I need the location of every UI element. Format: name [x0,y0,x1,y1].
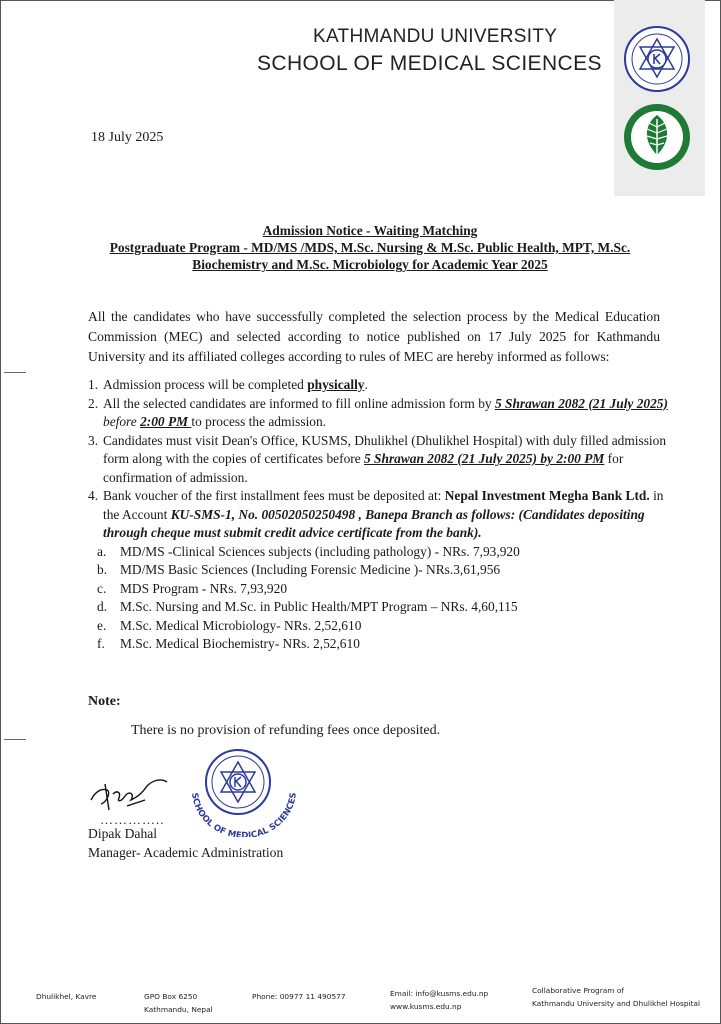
footer-address [144,990,213,1016]
fee-letter: d. [97,599,108,614]
fee-letter: f. [97,636,105,651]
signatory-role: Manager- Academic Administration [88,845,284,860]
kathmandu-university-seal-icon [623,25,691,98]
fee-text: MD/MS Basic Sciences (Including Forensic Medicine )- NRs.3,61,956 [120,562,501,577]
note-label: Note: [88,694,121,709]
list-item [88,376,668,395]
fee-letter: b. [97,562,108,577]
title-line-3: Biochemistry and M.Sc. Microbiology for Academic Year 2025 [192,257,548,272]
footer-phone: Phone: 00977 11 490577 [252,992,346,1001]
school-name: SCHOOL OF MEDICAL SCIENCES [257,52,602,75]
fee-item [88,635,668,654]
fee-item [88,580,668,599]
item-text: before [103,414,141,429]
item-text: for confirmation of admission. [103,451,624,485]
footer-city: Kathmandu, Nepal [144,1005,213,1014]
item-emphasis: 5 Shrawan 2082 (21 July 2025) by 2:00 PM [364,451,605,466]
item-text: All the selected candidates are informed to fill online admission form by [103,395,495,411]
intro-paragraph: All the candidates who have successfully completed the selection process by the Medical Education Commission (MEC) and selected according to notice published on 17 July 2025 for Kathmandu University and its affiliated colleges according to rules of MEC are hereby informed as follows: [88,309,660,364]
list-item [88,395,668,432]
footer-email: Email: info@kusms.edu.np [390,989,489,998]
item-number: 4. [88,488,99,503]
fee-item [88,617,668,636]
instructions-list [88,376,668,654]
title-line-2: Postgraduate Program - MD/MS /MDS, M.Sc. Nursing & M.Sc. Public Health, MPT, M.Sc. [109,240,631,255]
note-text: There is no provision of refunding fees once deposited. [131,723,441,738]
fee-item [88,598,668,617]
school-of-medical-sciences-stamp-icon [178,742,308,842]
item-emphasis: 2:00 PM [140,414,192,429]
fee-letter: a. [97,543,107,559]
footer-collab-line-2: Kathmandu University and Dhulikhel Hospital [532,999,701,1008]
item-emphasis: physically [307,377,365,392]
account-details: KU-SMS-1, No. 00502050250498 , Banepa Branch as follows: (Candidates depositing through cheque must submit credit advice certificate from the bank). [103,506,645,540]
fee-text: MDS Program - NRs. 7,93,920 [120,580,288,596]
title-line-1: Admission Notice - Waiting Matching [262,223,478,238]
green-leaf-emblem-icon [623,103,691,176]
footer-website: www.kusms.edu.np [390,1002,462,1011]
item-text: Admission process will be completed [103,377,308,392]
item-number: 1. [88,377,99,392]
item-number: 2. [88,395,99,411]
footer-collaboration [532,984,700,1010]
fee-item [88,561,668,580]
fee-text: M.Sc. Medical Biochemistry- NRs. 2,52,610 [120,636,360,651]
margin-mark [4,739,26,740]
fee-item [88,543,668,562]
list-item [88,487,668,543]
margin-mark [4,372,26,373]
item-emphasis: 5 Shrawan 2082 (21 July 2025) [494,395,668,411]
notice-date: 18 July 2025 [91,130,164,145]
fee-letter: c. [97,580,107,596]
fee-text: MD/MS -Clinical Sciences subjects (including pathology) - NRs. 7,93,920 [120,543,520,559]
fee-letter: e. [97,617,107,633]
fee-text: M.Sc. Nursing and M.Sc. in Public Health/MPT Program – NRs. 4,60,115 [120,599,518,614]
item-text: in the Account [103,488,664,522]
signatory-name: Dipak Dahal [88,826,158,841]
item-number: 3. [88,432,99,448]
fee-text: M.Sc. Medical Microbiology- NRs. 2,52,610 [120,617,362,633]
stamp-text: SCHOOL OF MEDICAL SCIENCES [189,791,299,837]
signature-line: ………….. [100,812,165,827]
list-item [88,432,668,488]
item-text: to process the admission. [191,414,327,429]
svg-text:SCHOOL OF MEDICAL SCIENCES [189,792,299,837]
footer-po-box: GPO Box 6250 [144,992,198,1001]
bank-name: Nepal Investment Megha Bank Ltd. [444,488,650,503]
footer-collab-line-1: Collaborative Program of [532,986,624,995]
footer-location: Dhulikhel, Kavre [36,992,97,1001]
item-text: Candidates must visit Dean's Office, KUSMS, Dhulikhel (Dhulikhel Hospital) with duly filled admission form along with the copies of certificates before [103,432,667,466]
item-text: Bank voucher of the first installment fees must be deposited at: [103,488,445,503]
university-name: KATHMANDU UNIVERSITY [313,26,558,47]
footer-contact [390,987,488,1013]
notice-title [60,222,680,273]
item-text: . [364,377,368,392]
